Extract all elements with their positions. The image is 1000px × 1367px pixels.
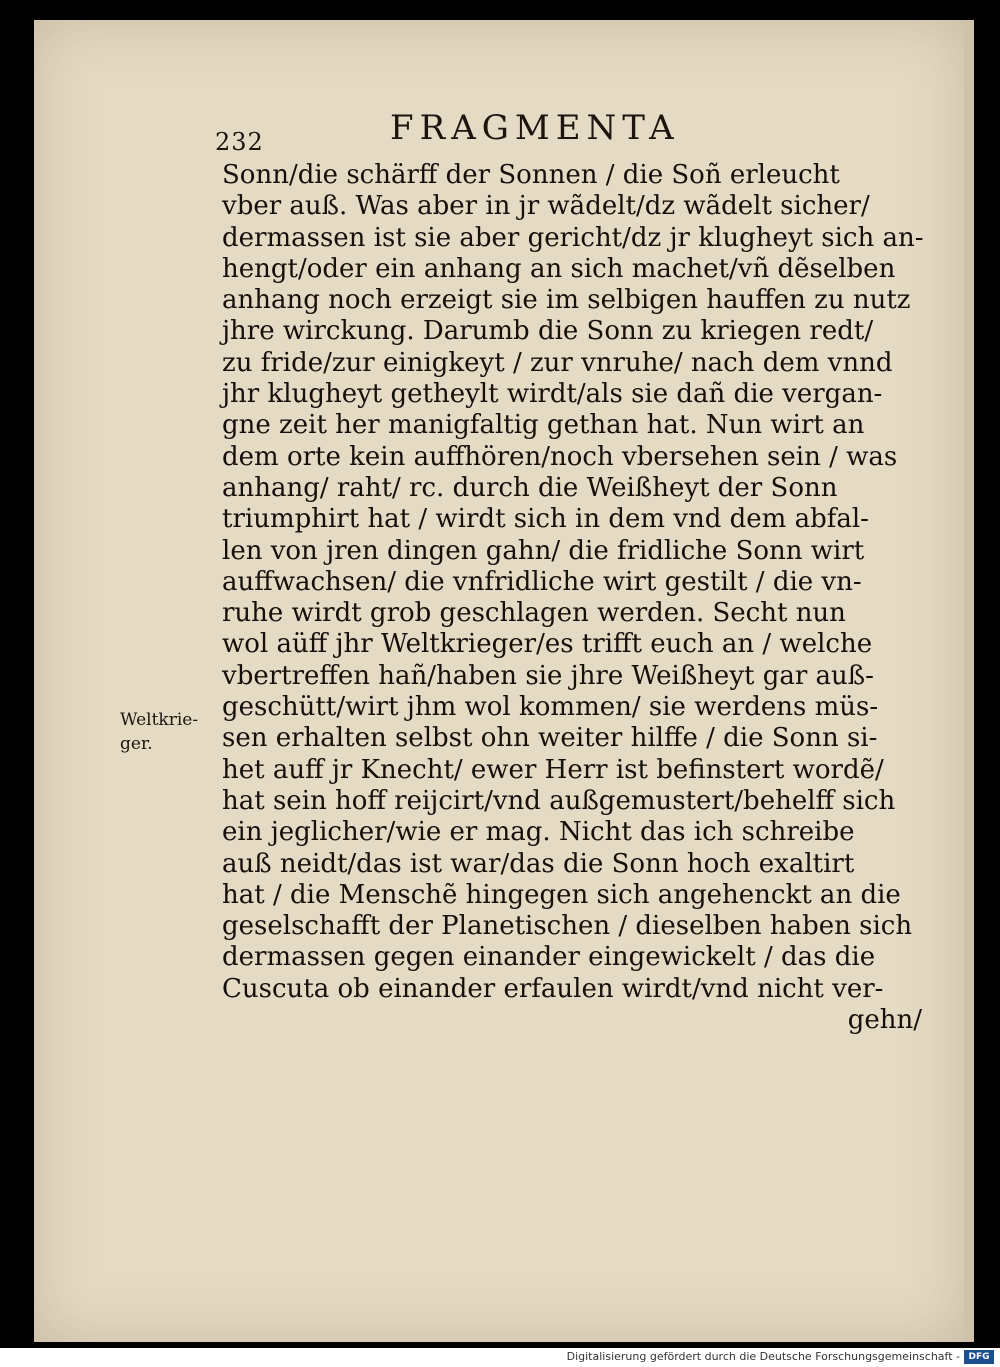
catchword-line: gehn/ [847, 1005, 922, 1036]
marginal-note-line: Weltkrie- [120, 710, 199, 730]
text-line: len von jren dingen gahn/ die fridliche Sonn wirt [222, 535, 865, 566]
footer-bar [0, 1348, 1000, 1367]
text-line: sen erhalten selbst ohn weiter hilffe / die Sonn si- [222, 723, 878, 754]
text-line: anhang noch erzeigt sie im selbigen hauffen zu nutz [222, 285, 911, 316]
text-line: geselschafft der Planetischen / dieselben haben sich [222, 911, 913, 942]
text-line: hat sein hoff reijcirt/vnd außgemustert/behelff sich [222, 785, 896, 816]
text-line: vber auß. Was aber in jr wãdelt/dz wãdelt sicher/ [222, 191, 870, 222]
text-line: jhre wirckung. Darumb die Sonn zu kriegen redt/ [222, 316, 874, 347]
text-line: geschütt/wirt jhm wol kommen/ sie werdens müs- [222, 692, 879, 723]
text-line: ruhe wirdt grob geschlagen werden. Secht nun [222, 598, 846, 629]
text-line: het auff jr Knecht/ ewer Herr ist befinstert wordẽ/ [222, 754, 884, 785]
text-line: hat / die Menschẽ hingegen sich angehenckt an die [222, 879, 901, 910]
marginal-note-line: ger. [120, 734, 153, 754]
text-line: hengt/oder ein anhang an sich machet/vñ dẽselben [222, 253, 896, 284]
page-header [215, 108, 915, 158]
dfg-logo-icon: DFG [964, 1350, 994, 1364]
page-number: 232 [215, 128, 264, 156]
body-text [222, 160, 922, 1036]
text-line: auffwachsen/ die vnfridliche wirt gestilt / die vn- [222, 566, 862, 597]
running-title: FRAGMENTA [390, 108, 680, 148]
text-line: vbertreffen hañ/haben sie jhre Weißheyt gar auß- [222, 660, 874, 691]
text-line: dem orte kein auffhören/noch vbersehen sein / was [222, 441, 898, 472]
text-line: wol aüff jhr Weltkrieger/es trifft euch an / welche [222, 629, 873, 660]
text-line: anhang/ raht/ rc. durch die Weißheyt der Sonn [222, 472, 838, 503]
text-line: ein jeglicher/wie er mag. Nicht das ich schreibe [222, 817, 855, 848]
text-line: gne zeit her manigfaltig gethan hat. Nun wirt an [222, 410, 865, 441]
text-line: Sonn/die schärff der Sonnen / die Soñ erleucht [222, 160, 840, 190]
marginal-note [120, 708, 198, 756]
text-line: Cuscuta ob einander erfaulen wirdt/vnd nicht ver- [222, 973, 884, 1004]
text-line: zu fride/zur einigkeyt / zur vnruhe/ nach dem vnnd [222, 347, 893, 378]
funding-notice: Digitalisierung gefördert durch die Deutsche Forschungsgemeinschaft - [566, 1350, 960, 1363]
text-line: dermassen ist sie aber gericht/dz jr klugheyt sich an- [222, 222, 924, 253]
text-line: triumphirt hat / wirdt sich in dem vnd dem abfal- [222, 504, 869, 535]
text-line: auß neidt/das ist war/das die Sonn hoch exaltirt [222, 848, 855, 879]
text-line: dermassen gegen einander eingewickelt / das die [222, 942, 876, 973]
text-line: jhr klugheyt getheylt wirdt/als sie dañ die vergan- [222, 379, 883, 410]
